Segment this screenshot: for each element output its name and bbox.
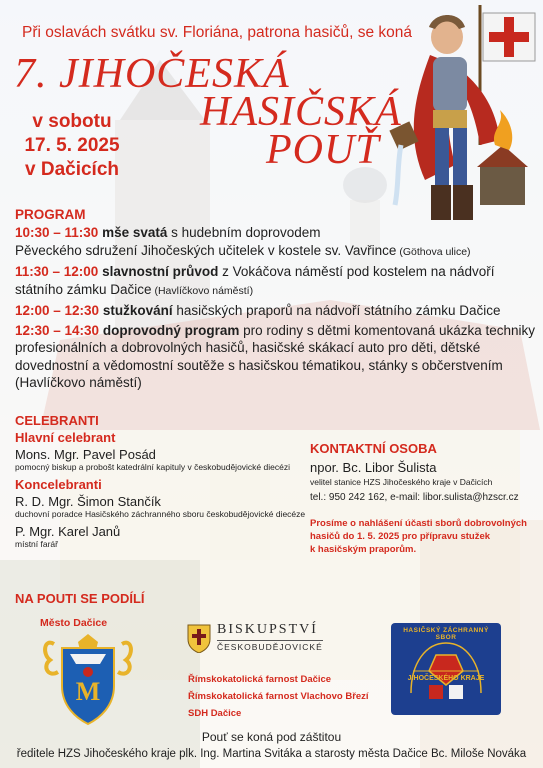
contact-phone-email: tel.: 950 242 162, e-mail: libor.sulista@hzscr.cz xyxy=(310,492,519,503)
request-line: k hasičským praporům. xyxy=(310,544,417,555)
celebrants-heading: CELEBRANTI xyxy=(15,413,99,428)
registration-request xyxy=(310,517,540,556)
request-line: hasičů do 1. 5. 2025 pro přípravu stužek xyxy=(310,531,491,542)
program-item xyxy=(15,224,535,261)
main-celebrant-role: pomocný biskup a probošt katedrální kapituly v českobudějovické diecézi xyxy=(15,462,290,472)
program-text: z Vokáčova náměstí pod kostelem na nádvoří xyxy=(218,264,495,279)
concelebrants-heading: Koncelebranti xyxy=(15,477,102,492)
footer-line-1: Pouť se koná pod záštitou xyxy=(201,730,342,744)
program-note: (Havlíčkovo náměstí) xyxy=(151,284,254,297)
partner-list xyxy=(188,671,369,722)
program-item xyxy=(15,263,535,300)
program-text: dovednostní a vědomostní soutěže s hasičskou tématikou, stánky s občerstvením xyxy=(15,357,503,373)
hzs-bottom-text: JIHOČESKÉHO KRAJE xyxy=(407,675,485,682)
date-date: 17. 5. 2025 xyxy=(24,135,120,156)
biskupstvi-subtitle: ČESKOBUDĚJOVICKÉ xyxy=(217,642,323,652)
program-title: doprovodný program xyxy=(102,322,240,338)
title-line-3: POUŤ xyxy=(266,127,380,173)
date-block xyxy=(12,110,132,182)
town-label: Město Dačice xyxy=(40,617,108,629)
main-celebrant-name: Mons. Mgr. Pavel Posád xyxy=(15,447,156,462)
biskupstvi-logo xyxy=(186,621,336,655)
partner-item: Římskokatolická farnost Dačice xyxy=(188,674,332,685)
title-line-2: HASIČSKÁ xyxy=(200,89,402,135)
program-item xyxy=(15,322,535,392)
concelebrant-name: P. Mgr. Karel Janů xyxy=(15,524,121,539)
hzs-top-text: HASIČSKÝ ZÁCHRANNÝ SBOR xyxy=(403,627,489,641)
program-text: s hudebním doprovodem xyxy=(167,225,321,240)
concelebrant-name: R. D. Mgr. Šimon Stančík xyxy=(15,494,161,509)
program-text: Pěveckého sdružení Jihočeských učitelek v kostele sv. Vavřince xyxy=(15,242,397,258)
program-title: mše svatá xyxy=(102,225,168,240)
partner-item: Římskokatolická farnost Vlachovo Březí xyxy=(188,691,369,702)
program-title: slavnostní průvod xyxy=(102,264,219,279)
program-note: (Göthova ulice) xyxy=(396,245,471,258)
program-text: pro rodiny s dětmi komentovaná ukázka techniky xyxy=(239,322,536,338)
program-time: 12:00 – 12:30 xyxy=(15,303,100,318)
intro-text: Při oslavách svátku sv. Floriána, patrona hasičů, se koná xyxy=(22,24,412,41)
main-celebrant-heading: Hlavní celebrant xyxy=(15,430,116,445)
svg-text:M: M xyxy=(75,677,101,706)
date-place: v Dačicích xyxy=(25,159,119,180)
partner-item: SDH Dačice xyxy=(188,708,242,719)
partners-heading: NA POUTI SE PODÍLÍ xyxy=(15,591,145,606)
title-line-1: 7. JIHOČESKÁ xyxy=(14,51,290,97)
contact-section xyxy=(310,441,540,556)
celebrants-section xyxy=(15,413,315,550)
program-list xyxy=(15,224,535,392)
program-time: 11:30 – 12:00 xyxy=(15,264,99,279)
contact-heading: KONTAKTNÍ OSOBA xyxy=(310,441,437,456)
hzs-badge xyxy=(391,623,501,715)
footer-line-2: ředitele HZS Jihočeského kraje plk. Ing. Martina Svitáka a starosty města Dačice Bc. Miloše Nováka xyxy=(16,748,527,760)
concelebrant-role: duchovní poradce Hasičského záchranného sboru českobudějovické diecéze xyxy=(15,509,306,519)
request-line: Prosíme o nahlášení účasti sborů dobrovolných xyxy=(310,518,527,529)
program-item xyxy=(15,302,535,320)
biskupstvi-title: BISKUPSTVÍ xyxy=(217,622,318,637)
program-heading: PROGRAM xyxy=(15,207,86,222)
program-time: 10:30 – 11:30 xyxy=(15,225,99,240)
program-text: státního zámku Dačice xyxy=(15,281,152,297)
program-text: hasičských praporů na nádvoří státního zámku Dačice xyxy=(172,303,501,318)
contact-role: velitel stanice HZS Jihočeského kraje v Dačicích xyxy=(310,477,493,487)
crest-icon xyxy=(186,623,212,653)
program-time: 12:30 – 14:30 xyxy=(15,322,100,338)
program-text: profesionálních a dobrovolných hasičů, hasičské skákací auto pro děti, dětské xyxy=(15,340,481,355)
date-day: v sobotu xyxy=(32,111,112,132)
program-title: stužkování xyxy=(102,303,173,318)
dacice-coat-of-arms xyxy=(40,634,136,726)
program-note: (Havlíčkovo náměstí) xyxy=(15,375,142,390)
concelebrant-role: místní farář xyxy=(15,539,58,549)
contact-name: npor. Bc. Libor Šulista xyxy=(310,460,437,475)
